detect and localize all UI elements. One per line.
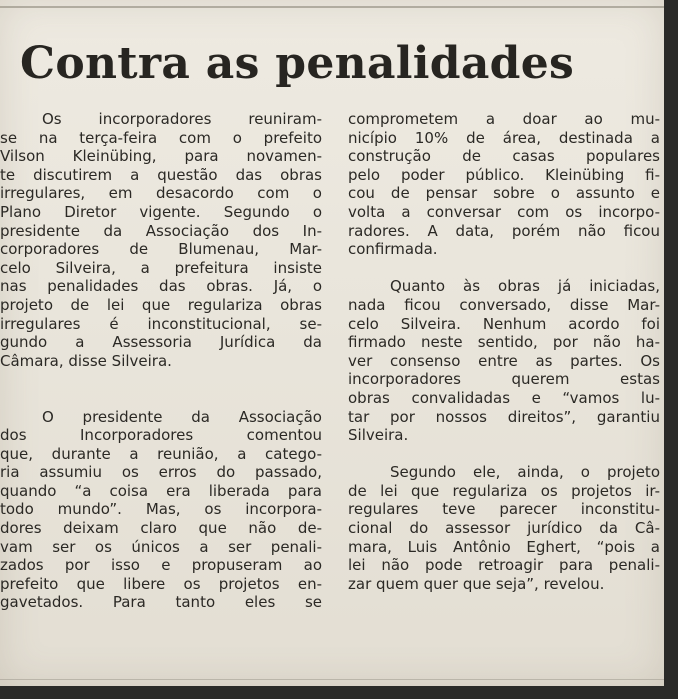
text-line: Câmara, disse Silveira. (0, 351, 172, 370)
text-line: Os incorporadores reuniram- (42, 110, 322, 128)
text-line: presidente da Associação dos In- (0, 221, 322, 240)
text-line: O presidente da Associação (42, 407, 322, 426)
text-line: quando “a coisa era liberada para (0, 481, 322, 500)
text-line: cional do assessor jurídico da Câ- (348, 519, 660, 538)
text-line: gundo a Assessoria Jurídica da (0, 333, 322, 352)
text-line: cou de pensar sobre o assunto e (348, 184, 660, 203)
text-line: gavetados. Para tanto eles se (0, 593, 322, 612)
text-line: zados por isso e propuseram ao (0, 556, 322, 575)
article-headline: Contra as penalidades (20, 38, 575, 89)
text-line: nada ficou conversado, disse Mar- (348, 295, 660, 314)
text-line: mara, Luis Antônio Eghert, “pois a (348, 537, 660, 556)
text-line: dos Incorporadores comentou (0, 426, 322, 445)
paragraph-gap (348, 445, 660, 464)
text-line: nicípio 10% de área, destinada a (348, 128, 660, 147)
article-right-column (348, 110, 660, 593)
text-line: ria assumiu os erros do passado, (0, 463, 322, 482)
text-line: que, durante a reunião, a catego- (0, 444, 322, 463)
text-line: construção de casas populares (348, 147, 660, 166)
text-line: nas penalidades das obras. Já, o (0, 277, 322, 296)
text-line: te discutirem a questão das obras (0, 165, 322, 184)
text-line: lei não pode retroagir para penali- (348, 556, 660, 575)
text-line: celo Silveira. Nenhum acordo foi (348, 314, 660, 333)
text-line: irregulares é inconstitucional, se- (0, 314, 322, 333)
text-line: zar quem quer que seja”, revelou. (348, 574, 605, 593)
text-line: Segundo ele, ainda, o projeto (390, 463, 660, 482)
top-divider (0, 6, 664, 8)
text-line: incorporadores querem estas (348, 370, 660, 389)
text-line: vam ser os únicos a ser penali- (0, 537, 322, 556)
text-line: todo mundo”. Mas, os incorpora- (0, 500, 322, 519)
text-line: Plano Diretor vigente. Segundo o (0, 202, 322, 221)
text-line: radores. A data, porém não ficou (348, 221, 660, 240)
text-line: obras convalidadas e “vamos lu- (348, 388, 660, 407)
text-line: prefeito que libere os projetos en- (0, 574, 322, 593)
paragraph-gap (348, 259, 660, 278)
text-line: projeto de lei que regulariza obras (0, 295, 322, 314)
text-line: firmado neste sentido, por não ha- (348, 333, 660, 352)
article-left-column (0, 110, 322, 612)
text-line: regulares teve parecer inconstitu- (348, 500, 660, 519)
text-line: tar por nossos direitos”, garantiu (348, 407, 660, 426)
text-line: Quanto às obras já iniciadas, (390, 277, 660, 296)
text-line: celo Silveira, a prefeitura insiste (0, 258, 322, 277)
paragraph-gap (0, 389, 322, 408)
text-line: Vilson Kleinübing, para novamen- (0, 147, 322, 166)
text-line: irregulares, em desacordo com o (0, 184, 322, 203)
text-line: pelo poder público. Kleinübing fi- (348, 165, 660, 184)
text-line: Silveira. (348, 426, 409, 445)
text-line: se na terça-feira com o prefeito (0, 128, 322, 147)
paragraph-gap (0, 370, 322, 389)
text-line: volta a conversar com os incorpo- (348, 202, 660, 221)
text-line: corporadores de Blumenau, Mar- (0, 240, 322, 259)
text-line: dores deixam claro que não de- (0, 519, 322, 538)
text-line: comprometem a doar ao mu- (348, 110, 660, 128)
bottom-divider (0, 679, 664, 680)
text-line: confirmada. (348, 240, 438, 259)
text-line: de lei que regulariza os projetos ir- (348, 481, 660, 500)
text-line: ver consenso entre as partes. Os (348, 351, 660, 370)
